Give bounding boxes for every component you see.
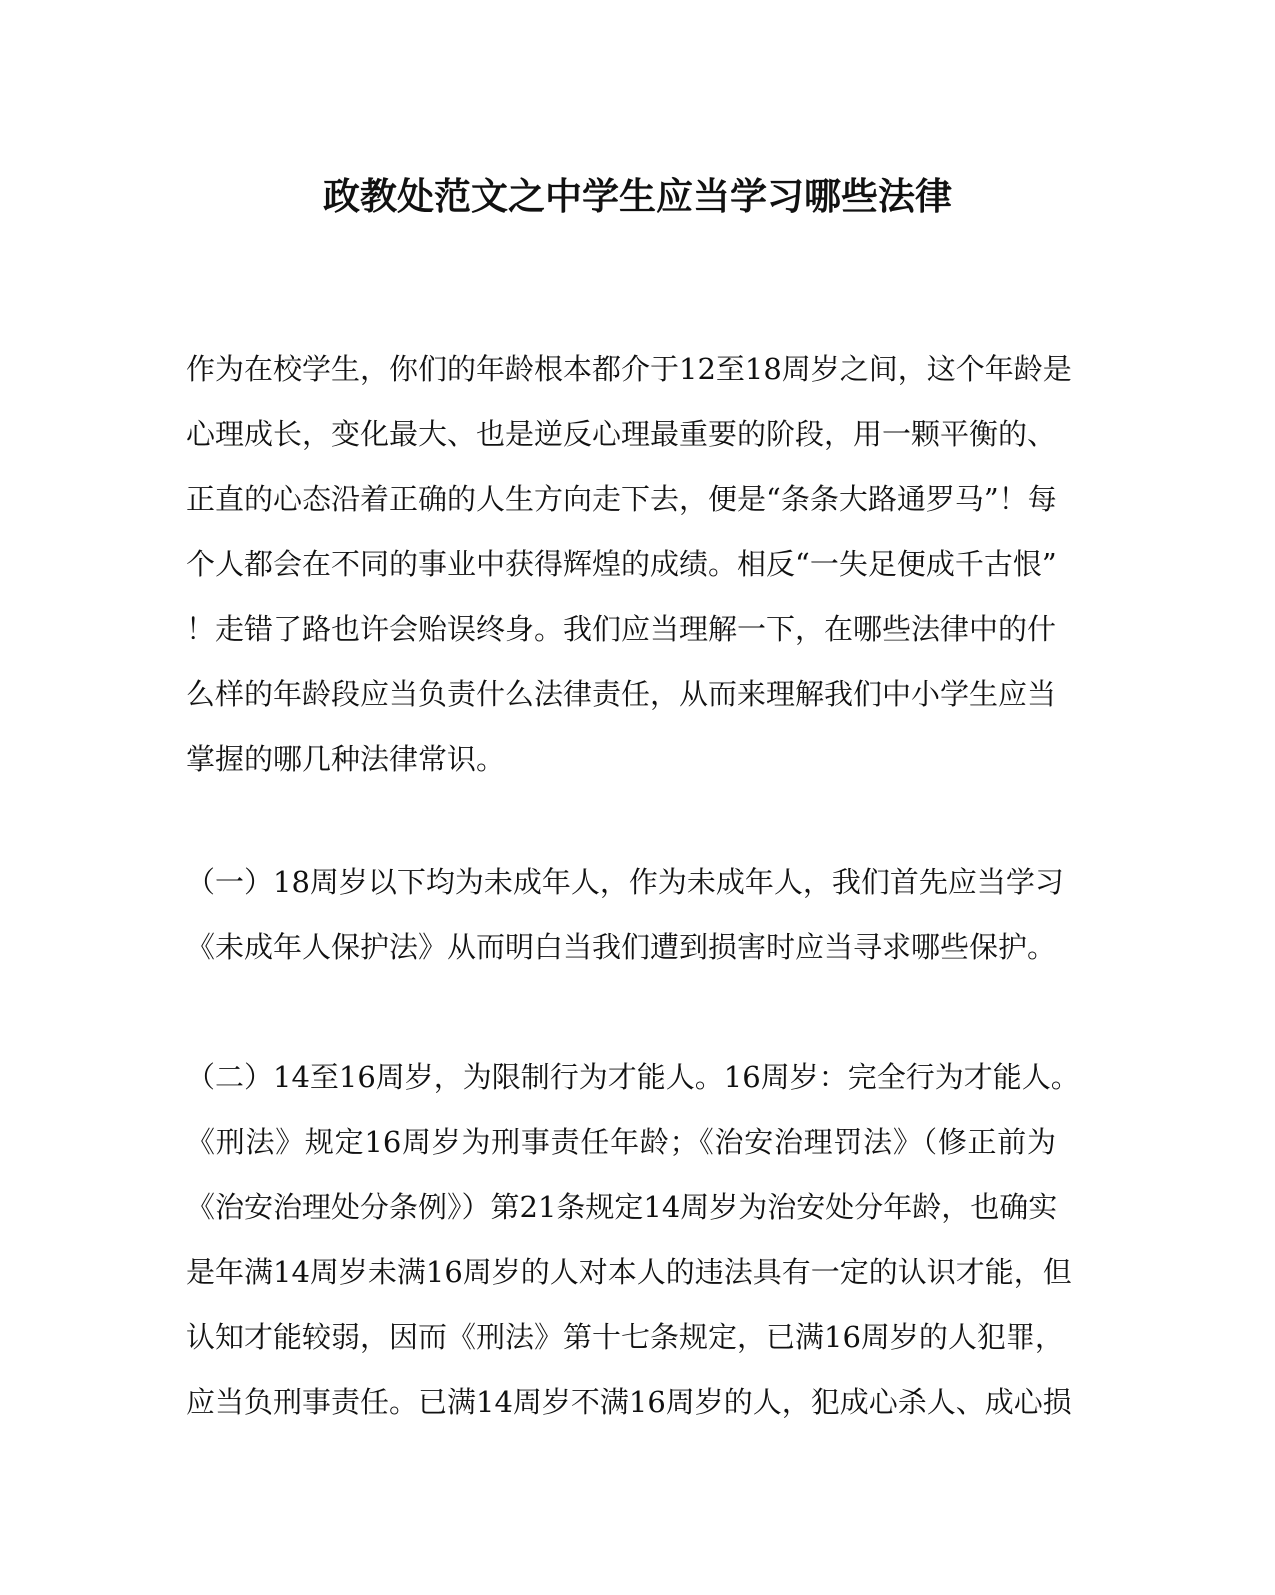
paragraph-line: （二）14至16周岁，为限制行为才能人。16周岁：完全行为才能人。 — [186, 1060, 1080, 1094]
paragraph-line: 应当负刑事责任。已满14周岁不满16周岁的人，犯成心杀人、成心损 — [186, 1385, 1072, 1419]
paragraph-line: 《刑法》规定16周岁为刑事责任年龄；《治安治理罚法》（修正前为 — [186, 1125, 1056, 1159]
paragraph-item-2 — [186, 1045, 1080, 1435]
paragraph-line: 正直的心态沿着正确的人生方向走下去，便是“条条大路通罗马”！每 — [186, 482, 1057, 516]
paragraph-line: 认知才能较弱，因而《刑法》第十七条规定，已满16周岁的人犯罪， — [186, 1320, 1064, 1354]
paragraph-line: ！走错了路也许会贻误终身。我们应当理解一下，在哪些法律中的什 — [186, 612, 1057, 646]
paragraph-line: （一）18周岁以下均为未成年人，作为未成年人，我们首先应当学习 — [186, 865, 1064, 899]
paragraph-line: 作为在校学生，你们的年龄根本都介于12至18周岁之间，这个年龄是 — [186, 352, 1072, 386]
paragraph-line: 心理成长，变化最大、也是逆反心理最重要的阶段，用一颗平衡的、 — [186, 417, 1057, 451]
paragraph-line: 是年满14周岁未满16周岁的人对本人的违法具有一定的认识才能，但 — [186, 1255, 1072, 1289]
document-title: 政教处范文之中学生应当学习哪些法律 — [323, 174, 952, 218]
paragraph-line: 么样的年龄段应当负责什么法律责任，从而来理解我们中小学生应当 — [186, 677, 1057, 711]
paragraph-line: 《未成年人保护法》从而明白当我们遭到损害时应当寻求哪些保护。 — [186, 930, 1057, 964]
paragraph-line: 《治安治理处分条例》）第21条规定14周岁为治安处分年龄，也确实 — [186, 1190, 1058, 1224]
paragraph-item-1 — [186, 850, 1064, 980]
paragraph-line: 个人都会在不同的事业中获得辉煌的成绩。相反“一失足便成千古恨” — [186, 547, 1057, 581]
paragraph-line: 掌握的哪几种法律常识。 — [186, 742, 506, 776]
paragraph-intro — [186, 337, 1072, 792]
